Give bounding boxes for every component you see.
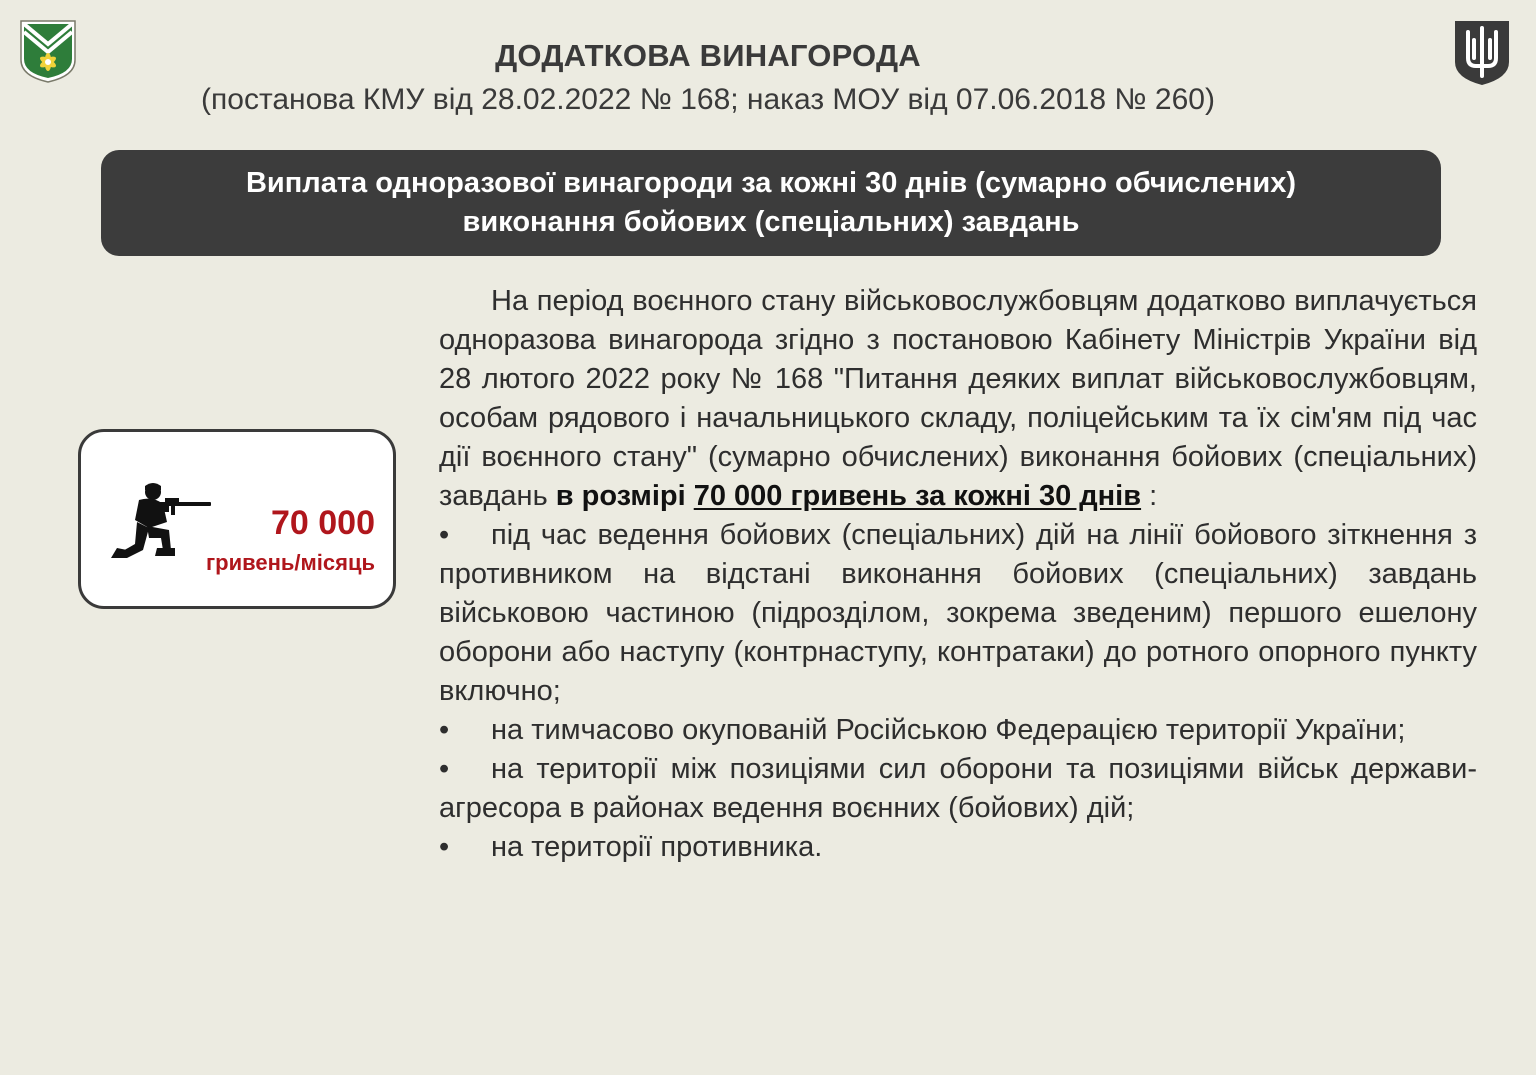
section-banner — [101, 150, 1441, 256]
intro-colon: : — [1149, 480, 1158, 512]
body-text — [439, 282, 1477, 867]
list-item — [439, 828, 1477, 867]
amount-card — [78, 429, 396, 609]
list-item — [439, 750, 1477, 828]
page-subtitle: (постанова КМУ від 28.02.2022 № 168; наказ МОУ від 07.06.2018 № 260) — [201, 83, 1215, 116]
banner-line-2: виконання бойових (спеціальних) завдань — [462, 206, 1080, 238]
bullet-mark: • — [439, 519, 450, 551]
bullet-mark: • — [439, 831, 450, 863]
list-item-text: на тимчасово окупованій Російською Федерацією території України; — [491, 714, 1406, 746]
banner-line-1: Виплата одноразової винагороди за кожні 30 днів (сумарно обчислених) — [245, 167, 1296, 199]
page-header — [0, 38, 1416, 117]
intro-paragraph — [439, 282, 1477, 516]
amount-unit: гривень/місяць — [205, 550, 375, 575]
amount-value: 70 000 — [271, 504, 375, 542]
intro-text: На період воєнного стану військовослужбовцям додатково виплачується одноразова винагорода згідно з постановою Кабінету Міністрів України від 28 лютого 2022 року № 168 "Питання деяких виплат військовослужбовцям, особам рядового і начальницького складу, поліцейським та їх сім'ям під час дії воєнного стану" (сумарно обчислених) виконання бойових (спеціальних) завдань — [439, 285, 1477, 512]
bullet-mark: • — [439, 714, 450, 746]
list-item — [439, 711, 1477, 750]
soldier-icon — [109, 478, 213, 564]
trident-emblem-icon — [1452, 18, 1512, 88]
bullet-mark: • — [439, 753, 450, 785]
list-item-text: під час ведення бойових (спеціальних) дій на лінії бойового зіткнення з противником на відстані виконання бойових (спеціальних) завдань військовою частиною (підрозділом, зокрема зведеним) першого ешелону оборони або наступу (контрнаступу, контратаки) до ротного опорного пункту включно; — [439, 519, 1477, 707]
list-item-text: на території противника. — [491, 831, 823, 863]
list-item-text: на території між позиціями сил оборони та позиціями військ держави-агресора в районах ведення воєнних (бойових) дій; — [439, 753, 1477, 824]
page-title: ДОДАТКОВА ВИНАГОРОДА — [495, 38, 921, 73]
emphasis-amount: 70 000 гривень за кожні 30 днів — [693, 480, 1142, 512]
list-item — [439, 516, 1477, 711]
emphasis-lead: в розмірі — [555, 480, 686, 512]
